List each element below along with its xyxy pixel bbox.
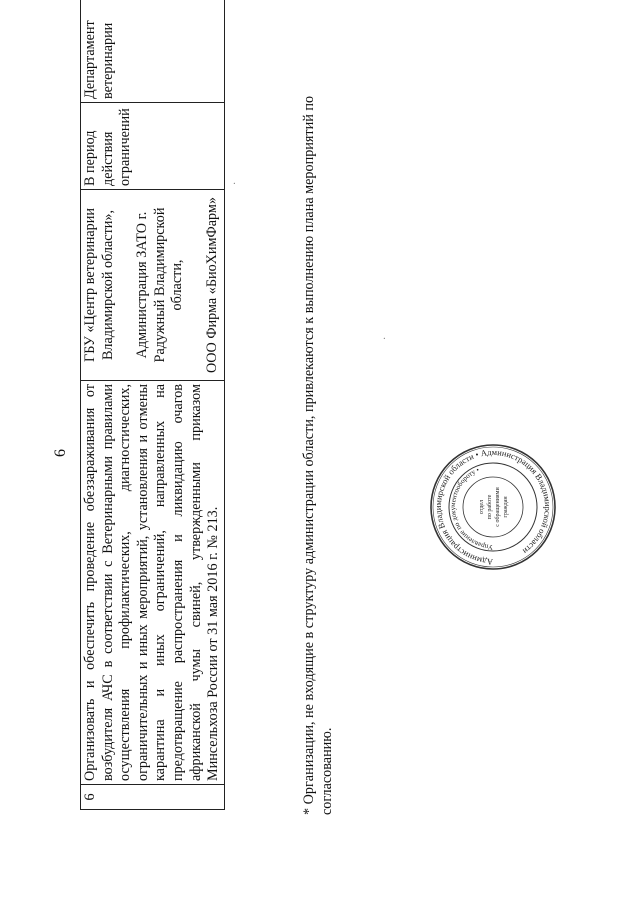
executor-2: Администрация ЗАТО г. Радужный Владимирской области,: [134, 207, 186, 363]
responsible-cell: Департамент ветеринарии: [81, 0, 225, 103]
scan-speck: ·: [230, 181, 241, 185]
stamp-inner-text: [479, 487, 509, 527]
stamp-middle-text: Управление по документообороту •: [448, 465, 494, 552]
row-number: 6: [81, 785, 225, 810]
page-number: 6: [52, 449, 69, 457]
stamp-inner-line: отдел: [479, 499, 485, 515]
term-cell: В период действия ограничений: [81, 103, 225, 190]
stamp-inner-line: граждан: [503, 496, 509, 518]
stamp-outer-text: Администрация Владимирской области • Администрация Владимирской области: [432, 446, 554, 568]
measure-text: Организовать и обеспечить проведение обеззараживания от возбудителя АЧС в соответствии с Ветеринарными правилами осуществления профилактических, диагностических, ограничительных и иных мероприятий, установления и отмены карантина и иных ограничений, направленных на предотвращение распространения и ликвидацию очагов африканской чумы свиней, утвержденными приказом Минсельхоза России от 31 мая 2016 г. № 213.: [81, 381, 225, 785]
executor-1: ГБУ «Центр ветеринарии Владимирской области»,: [82, 208, 116, 362]
scan-speck: ·: [380, 336, 391, 340]
stamp-inner-line: с обращениями: [495, 487, 501, 527]
executors-cell: [81, 190, 225, 381]
executor-3: ООО Фирма «БиоХимФарм»: [203, 197, 220, 373]
official-stamp: [428, 442, 558, 572]
stamp-inner-line: по работе: [487, 494, 493, 520]
measures-table: [80, 0, 225, 810]
table-row: [81, 0, 225, 810]
footnote: * Организации, не входящие в структуру администрации области, привлекаются к выполнению плана мероприятий по согласованию.: [301, 95, 335, 815]
